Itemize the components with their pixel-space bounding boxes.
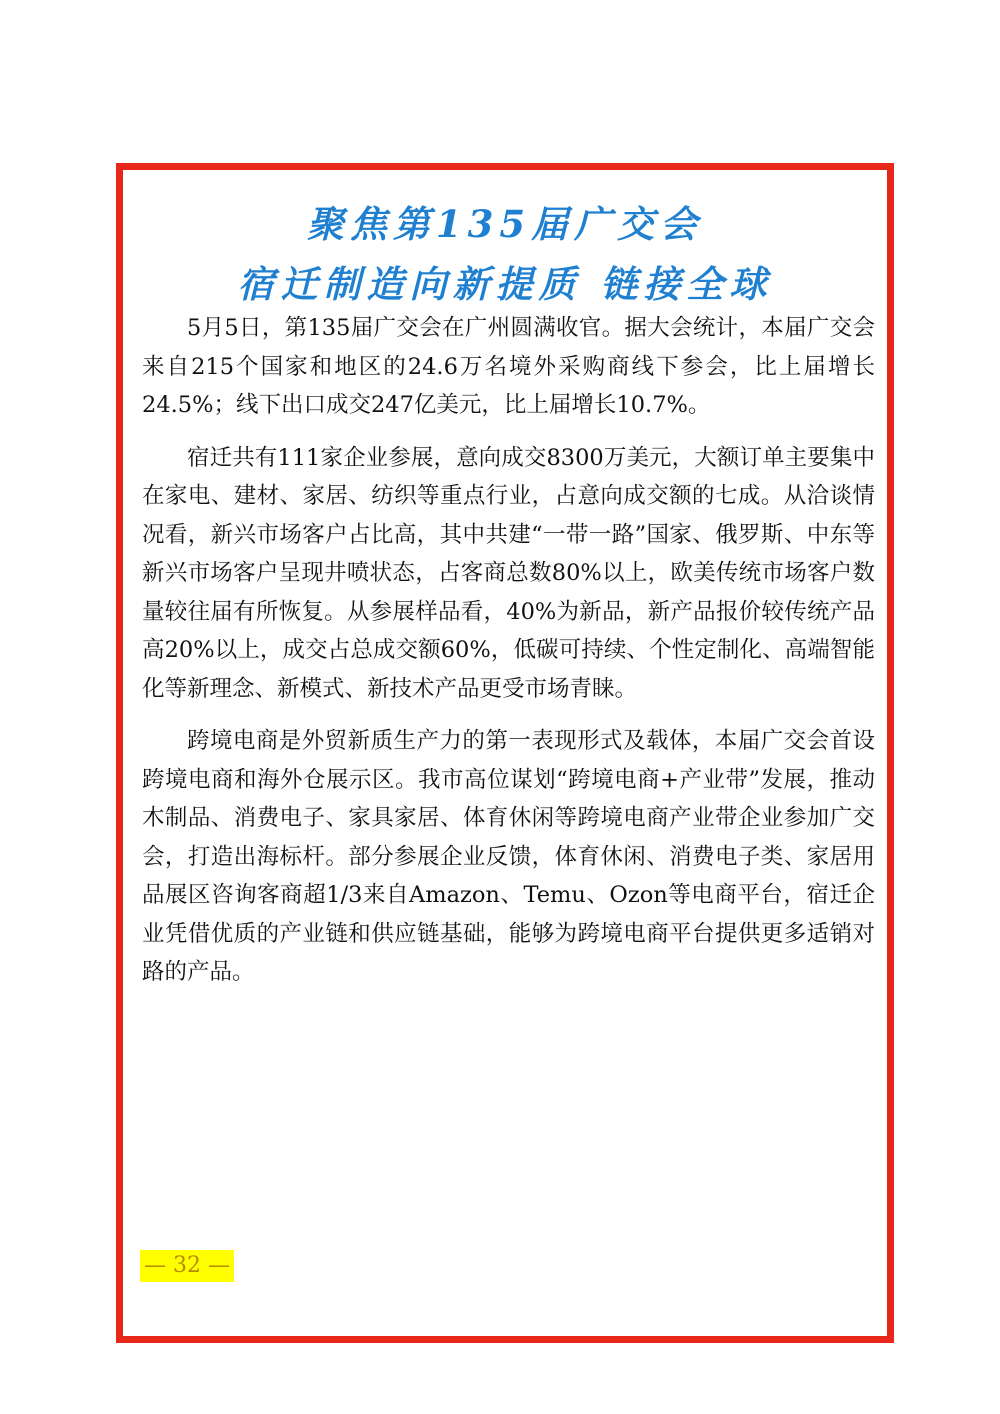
article-body <box>142 309 875 1006</box>
paragraph-3: 跨境电商是外贸新质生产力的第一表现形式及载体，本届广交会首设跨境电商和海外仓展示区。我市高位谋划“跨境电商+产业带”发展，推动木制品、消费电子、家具家居、体育休闲等跨境电商产业带企业参加广交会，打造出海标杆。部分参展企业反馈，体育休闲、消费电子类、家居用品展区咨询客商超1/3来自Amazon、Temu、Ozon等电商平台，宿迁企业凭借优质的产业链和供应链基础，能够为跨境电商平台提供更多适销对路的产品。 <box>142 728 875 985</box>
page-number: — 32 — <box>140 1250 234 1282</box>
article-title-line2: 宿迁制造向新提质 链接全球 <box>237 262 773 306</box>
paragraph-1: 5月5日，第135届广交会在广州圆满收官。据大会统计，本届广交会来自215个国家和地区的24.6万名境外采购商线下参会，比上届增长24.5%；线下出口成交247亿美元，比上届增长10.7%。 <box>142 315 875 418</box>
paragraph-2: 宿迁共有111家企业参展，意向成交8300万美元，大额订单主要集中在家电、建材、家居、纺织等重点行业，占意向成交额的七成。从洽谈情况看，新兴市场客户占比高，其中共建“一带一路”国家、俄罗斯、中东等新兴市场客户呈现井喷状态，占客商总数80%以上，欧美传统市场客户数量较往届有所恢复。从参展样品看，40%为新品，新产品报价较传统产品高20%以上，成交占总成交额60%，低碳可持续、个性定制化、高端智能化等新理念、新模式、新技术产品更受市场青睐。 <box>142 444 875 702</box>
article-frame <box>116 163 894 1343</box>
article-title-line1: 聚焦第135届广交会 <box>306 202 704 246</box>
